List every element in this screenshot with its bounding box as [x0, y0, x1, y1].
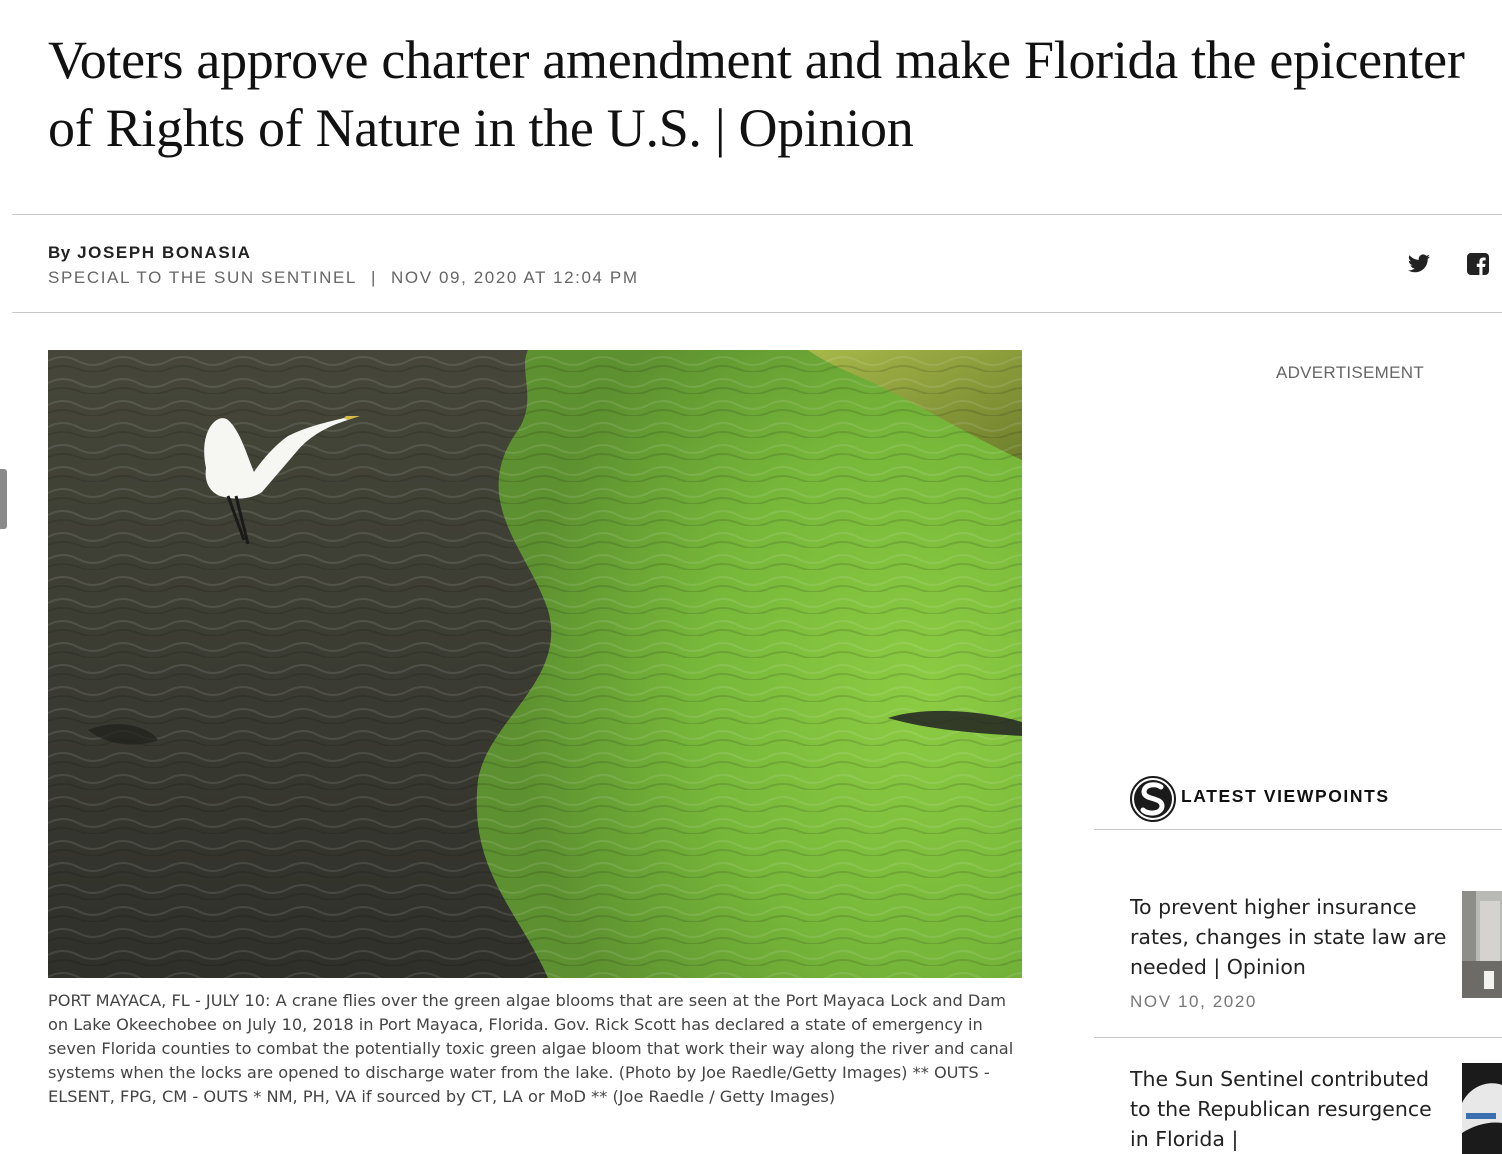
image-caption: PORT MAYACA, FL - JULY 10: A crane flies over the green algae blooms that are seen at the Port Mayaca Lock and Dam on Lake Okeechobee on July 10, 2018 in Port Mayaca, Florida. Gov. Rick Scott has declared a state of emergency in seven Florida counties to combat the potentially toxic green algae bloom that work their way along the river and canal systems when the locks are opened to discharge water from the lake. (Photo by Joe Raedle/Getty Images) ** OUTS - ELSENT, FPG, CM - OUTS * NM, PH, VA if sourced by CT, LA or MoD ** (Joe Raedle / Getty Images): [48, 991, 1014, 1106]
article-headline: Voters approve charter amendment and make Florida the epicenter of Rights of Nature in the U.S. | Opinion: [48, 30, 1465, 158]
byline-divider: [12, 312, 1502, 313]
latest-story-link[interactable]: The Sun Sentinel contributed to the Republican resurgence in Florida |: [1130, 1067, 1432, 1151]
byline-prefix: By: [48, 243, 71, 262]
author-link[interactable]: JOSEPH BONASIA: [77, 243, 252, 262]
sun-sentinel-logo-icon: [1130, 776, 1176, 822]
side-tab-handle[interactable]: [0, 469, 7, 529]
dateline-separator: |: [370, 268, 378, 287]
latest-story-link[interactable]: To prevent higher insurance rates, changes in state law are needed | Opinion: [1130, 895, 1447, 979]
hero-image: [48, 350, 1022, 978]
sidebar-divider: [1094, 829, 1502, 830]
publish-date: NOV 09, 2020 AT 12:04 PM: [391, 268, 639, 287]
advertisement-label: ADVERTISEMENT: [1275, 363, 1425, 382]
byline: [48, 243, 252, 263]
latest-story-thumbnail[interactable]: [1462, 1063, 1502, 1154]
latest-story-date: NOV 10, 2020: [1130, 992, 1257, 1011]
latest-viewpoints-heading: LATEST VIEWPOINTS: [1181, 786, 1390, 806]
latest-story-thumbnail[interactable]: [1462, 891, 1502, 998]
sidebar-divider: [1094, 1037, 1502, 1038]
facebook-icon[interactable]: [1466, 252, 1490, 276]
twitter-icon[interactable]: [1407, 252, 1431, 276]
header-divider: [12, 214, 1502, 215]
dateline: [48, 268, 639, 288]
article-source: SPECIAL TO THE SUN SENTINEL: [48, 268, 357, 287]
